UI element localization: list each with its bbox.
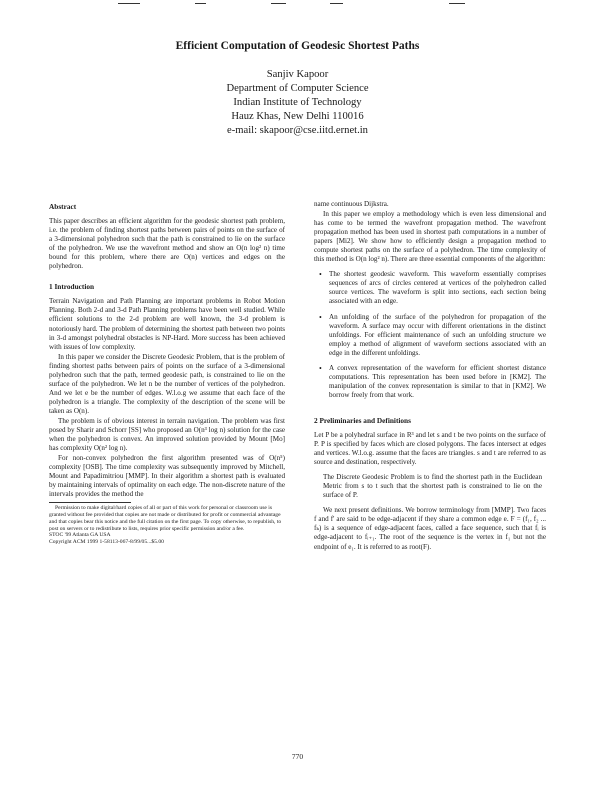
intro-paragraph: The problem is of obvious interest in terrain navigation. The problem was first posed by Sharir and Schorr [SS] who proposed an O(n³ log n) solution for the case when the polyhedron is convex. An improved solution provided by Mount [Mo] has complexity O(n² log n). — [49, 416, 285, 453]
intro-paragraph: Terrain Navigation and Path Planning are important problems in Robot Motion Planning. Both 2-d and 3-d Path Planning problems have been well studied. While efficient solutions to the 2-d problem are well known, the 3-d problem is notoriously hard. The problem of determining the shortest path between two points in 3-d amongst polyhedral obstacles is NP-Hard. More success has been achieved with issues of low complexity. — [49, 297, 285, 351]
list-item: • An unfolding of the surface of the polyhedron for propagation of the waveform. A surface may occur with different orientations in the distinct unfoldings. For efficient maintenance of such an unfolding structure we employ a method of alignment of waveform sections associated with an edge in the different unfoldings. — [314, 313, 546, 358]
footnote-rule — [49, 502, 131, 503]
continuation-text: name continuous Dijkstra. — [314, 200, 389, 208]
author-email: e-mail: skapoor@cse.iitd.ernet.in — [227, 125, 368, 136]
section-heading: 2 Preliminaries and Definitions — [314, 415, 411, 425]
author-department: Department of Computer Science — [226, 83, 369, 94]
author-block — [0, 68, 595, 138]
scan-mark — [271, 3, 286, 4]
paper-title: Efficient Computation of Geodesic Shortest Paths — [175, 40, 420, 52]
preliminaries-paragraph: Let P be a polyhedral surface in R³ and let s and t be two points on the surface of P. P is specified by faces which are closed polygons. The faces intersect at edges and vertices. W.l.o.g. assume that the faces are triangles. s and t are referred to as source and destination, respectively. — [314, 430, 546, 467]
copyright-footnote: Copyright ACM 1999 1-58113-067-8/99/05...$5.00 — [49, 538, 164, 545]
intro-paragraph: For non-convex polyhedron the first algorithm presented was of O(n⁵) complexity [OSB]. The time complexity was subsequently improved by Mitchell, Mount and Papadimitriou [MMP]. In their algorithm a shortest path is evaluated by maintaining intervals of optimality on each edge. The non-discrete nature of the intervals provides the method the — [49, 454, 285, 499]
permission-footnote: Permission to make digital/hard copies of all or part of this work for personal or classroom use is granted without fee provided that copies are not made or distributed for profit or commercial advantage and that copies bear this notice and the full citation on the first page. To copy otherwise, to republish, to post on servers or to redistribute to lists, requires prior specific permission and/or a fee. — [49, 505, 282, 532]
component-list — [314, 270, 546, 400]
list-item: • The shortest geodesic waveform. This waveform essentially comprises sequences of arcs of circles centered at vertices of the polyhedron called source vertices. The waveform is split into sections, each section being associated with an edge. — [314, 270, 546, 306]
conference-footnote: STOC '99 Atlanta GA USA — [49, 532, 111, 539]
list-item: • A convex representation of the waveform for efficient shortest distance computations. This representation has been used before in [KM2]. The manipulation of the convex representation is similar to that in [KM2]. We borrow freely from that work. — [314, 364, 546, 400]
wavefront-paragraph: In this paper we employ a methodology which is even less dimensional and has come to be termed the wavefront propagation method. The wavefront propagation method has been used in shortest path computations in a number of papers [Mi2]. We show how to efficiently design a propagation method to compute shortest paths on the surface of a polyhedron. The time complexity of this method is O(n log² n). There are three essential components of the algorithm: — [314, 210, 546, 264]
left-column — [49, 200, 285, 546]
problem-definition: The Discrete Geodesic Problem is to find the shortest path in the Euclidean Metric from s to t such that the shortest path is constrained to lie on the surface of P. — [323, 473, 542, 500]
right-column — [314, 200, 546, 553]
page-number: 770 — [291, 752, 304, 761]
author-institution: Indian Institute of Technology — [233, 97, 362, 108]
scan-mark — [330, 3, 343, 4]
intro-heading: 1 Introduction — [49, 282, 95, 292]
abstract-heading: Abstract — [49, 202, 77, 211]
definitions-paragraph: We next present definitions. We borrow terminology from [MMP]. Two faces f and f' are said to be edge-adjacent if they share a common edge e. F = (f₁, f₂ ... fₖ) is a sequence of edge-adjacent faces, called a face sequence, such that fᵢ is edge-adjacent to fᵢ₊₁. The root of the sequence is the vertex in f₁ but not the endpoint of e₁. It is referred to as root(F). — [314, 506, 546, 551]
intro-paragraph: In this paper we consider the Discrete Geodesic Problem, that is the problem of finding shortest paths between pairs of points on the surface of a 3-dimensional polyhedron such that the path, termed geodesic path, is constrained to lie on the surface of the polyhedron. We let n be the number of vertices of the polyhedron. And we let e be the number of edges. W.l.o.g we assume that each face of the polyhedron is a triangle. The complexity of the description of the scene will be taken as O(n). — [49, 352, 285, 415]
scan-mark — [195, 3, 206, 4]
scan-mark — [449, 3, 465, 4]
author-name: Sanjiv Kapoor — [266, 69, 329, 80]
abstract-text: This paper describes an efficient algorithm for the geodesic shortest path problem, i.e. the problem of finding shortest paths between pairs of points on the surface of a 3-dimensional polyhedron such that the path is constrained to lie on the surface of the polyhedron. We use the wavefront method and show an O(n log² n) time bound for this problem, where there are O(n) vertices and edges on the polyhedron. — [49, 217, 285, 271]
author-address: Hauz Khas, New Delhi 110016 — [231, 111, 364, 122]
scan-mark — [118, 3, 140, 4]
